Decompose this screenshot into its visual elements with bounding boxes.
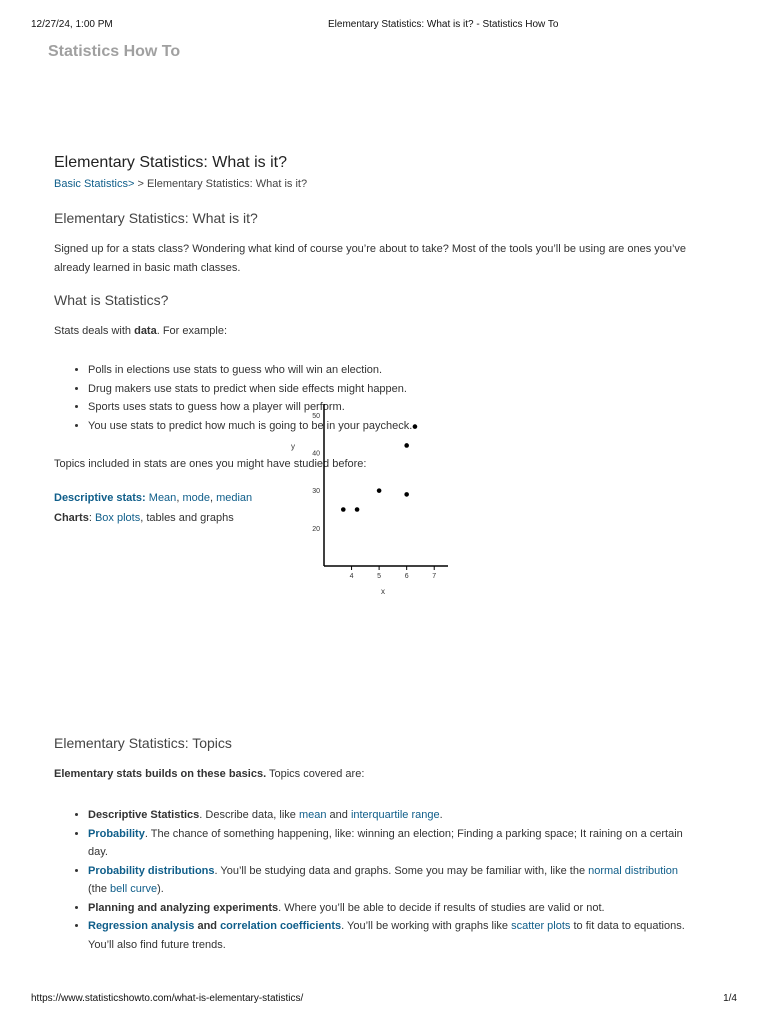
- list-item: [88, 825, 714, 862]
- separator: :: [88, 512, 95, 524]
- site-logo-title[interactable]: Statistics How To: [48, 43, 181, 60]
- text: (the: [88, 883, 111, 895]
- item-title: Probability distributions: [88, 864, 215, 877]
- text: . Describe data, like: [199, 809, 299, 821]
- intro-line-2: already learned in basic math classes.: [54, 262, 241, 274]
- item-title: correlation coefficients: [220, 920, 342, 932]
- list-item: • Sports uses stats to guess how a player will perform.: [88, 398, 714, 417]
- breadcrumb: [54, 178, 714, 190]
- link-probability[interactable]: [88, 828, 145, 840]
- stats-deals-with-data: [54, 322, 714, 341]
- print-page-title: Elementary Statistics: What is it? - Statistics How To: [328, 19, 559, 30]
- y-tick-label: 20: [312, 525, 320, 533]
- text: to fit data to equations.: [570, 920, 685, 932]
- link-median[interactable]: median: [216, 492, 253, 504]
- link-box-plots[interactable]: Box plots: [94, 512, 141, 524]
- intro-paragraph: [54, 240, 714, 278]
- item-title: Planning and analyzing experiments: [88, 901, 279, 914]
- text: day.: [88, 846, 108, 858]
- y-tick-label: 40: [312, 450, 320, 458]
- x-tick-label: 6: [404, 573, 409, 580]
- section-heading-what-is-statistics: What is Statistics?: [54, 292, 169, 308]
- y-tick-label: 50: [312, 412, 320, 420]
- page-number: 1/4: [723, 993, 737, 1004]
- list-item: [88, 862, 714, 899]
- link-scatter-plots[interactable]: scatter plots: [511, 920, 571, 932]
- data-point: [404, 492, 409, 497]
- bold-data: data: [134, 325, 157, 337]
- item-title-and: and: [194, 920, 221, 932]
- page-url: https://www.statisticshowto.com/what-is-elementary-statistics/: [31, 993, 304, 1004]
- link-mean[interactable]: Mean: [148, 492, 177, 504]
- x-tick-label: 4: [349, 573, 354, 580]
- descriptive-stats-label: Descriptive stats:: [54, 492, 146, 504]
- item-title: Descriptive Statistics: [88, 809, 200, 821]
- separator: ,: [209, 492, 217, 504]
- data-point: [413, 424, 418, 429]
- intro-line-1: Signed up for a stats class? Wondering what kind of course you’re about to take? Most of the tools you’ll be using are ones you’ve: [54, 243, 687, 255]
- page-title: Elementary Statistics: What is it?: [54, 154, 287, 171]
- topics-intro-paragraph: [54, 765, 714, 784]
- breadcrumb-link-basic-statistics[interactable]: Basic Statistics>: [54, 178, 135, 190]
- list-item: • Drug makers use stats to predict when side effects might happen.: [88, 380, 714, 399]
- data-point: [341, 507, 346, 512]
- data-point: [377, 488, 382, 493]
- list-item: [88, 899, 714, 918]
- charts-label: Charts: [54, 512, 89, 524]
- text: You’ll also find future trends.: [88, 938, 226, 951]
- y-axis-label: y: [291, 442, 295, 452]
- print-datetime: 12/27/24, 1:00 PM: [31, 19, 113, 30]
- charts-rest: , tables and graphs: [140, 512, 234, 524]
- item-title: Probability: [88, 827, 145, 840]
- link-interquartile-range[interactable]: interquartile range: [350, 809, 440, 821]
- section-heading-elementary-statistics: Elementary Statistics: What is it?: [54, 210, 258, 226]
- data-point: [404, 443, 409, 448]
- list-item: [88, 806, 714, 825]
- scatter-plot-figure: [260, 400, 480, 596]
- x-axis-label: x: [381, 587, 385, 596]
- breadcrumb-separator: >: [134, 178, 147, 190]
- text: ).: [157, 883, 164, 895]
- text: . For example:: [156, 325, 228, 337]
- item-title: Regression analysis: [88, 920, 195, 932]
- separator: ,: [176, 492, 183, 504]
- section-heading-topics: Elementary Statistics: Topics: [54, 735, 232, 751]
- link-bell-curve[interactable]: bell curve: [110, 883, 158, 895]
- x-tick-label: 7: [432, 573, 437, 580]
- data-point: [355, 507, 360, 512]
- y-tick-label: 30: [312, 488, 320, 496]
- link-probability-distributions[interactable]: [88, 865, 215, 877]
- text: . You’ll be studying data and graphs. Some you may be familiar with, like the: [214, 864, 589, 877]
- text: Topics covered are:: [266, 768, 365, 780]
- topics-intro: Topics included in stats are ones you might have studied before:: [54, 458, 367, 470]
- text: . The chance of something happening, like: winning an election; Finding a parking space; It raining on a certain: [144, 827, 683, 840]
- text: .: [439, 809, 443, 821]
- text: and: [326, 809, 351, 821]
- link-correlation-coefficients[interactable]: [220, 920, 341, 932]
- link-mean-2[interactable]: mean: [298, 809, 327, 821]
- x-tick-label: 5: [377, 573, 382, 580]
- link-normal-distribution[interactable]: normal distribution: [588, 864, 678, 877]
- bold-intro: Elementary stats builds on these basics.: [54, 768, 267, 780]
- scatter-plot: [260, 400, 480, 596]
- link-regression-analysis[interactable]: [88, 920, 194, 932]
- text: . Where you’ll be able to decide if results of studies are valid or not.: [278, 901, 605, 914]
- text: . You’ll be working with graphs like: [341, 920, 512, 932]
- link-mode[interactable]: mode: [182, 492, 210, 504]
- list-item: [88, 917, 714, 954]
- list-item: • Polls in elections use stats to guess who will win an election.: [88, 361, 714, 380]
- list-item: • You use stats to predict how much is going to be in your paycheck.: [88, 417, 714, 436]
- breadcrumb-current: Elementary Statistics: What is it?: [146, 178, 308, 190]
- text: Stats deals with: [54, 325, 135, 337]
- topics-list: [54, 806, 714, 954]
